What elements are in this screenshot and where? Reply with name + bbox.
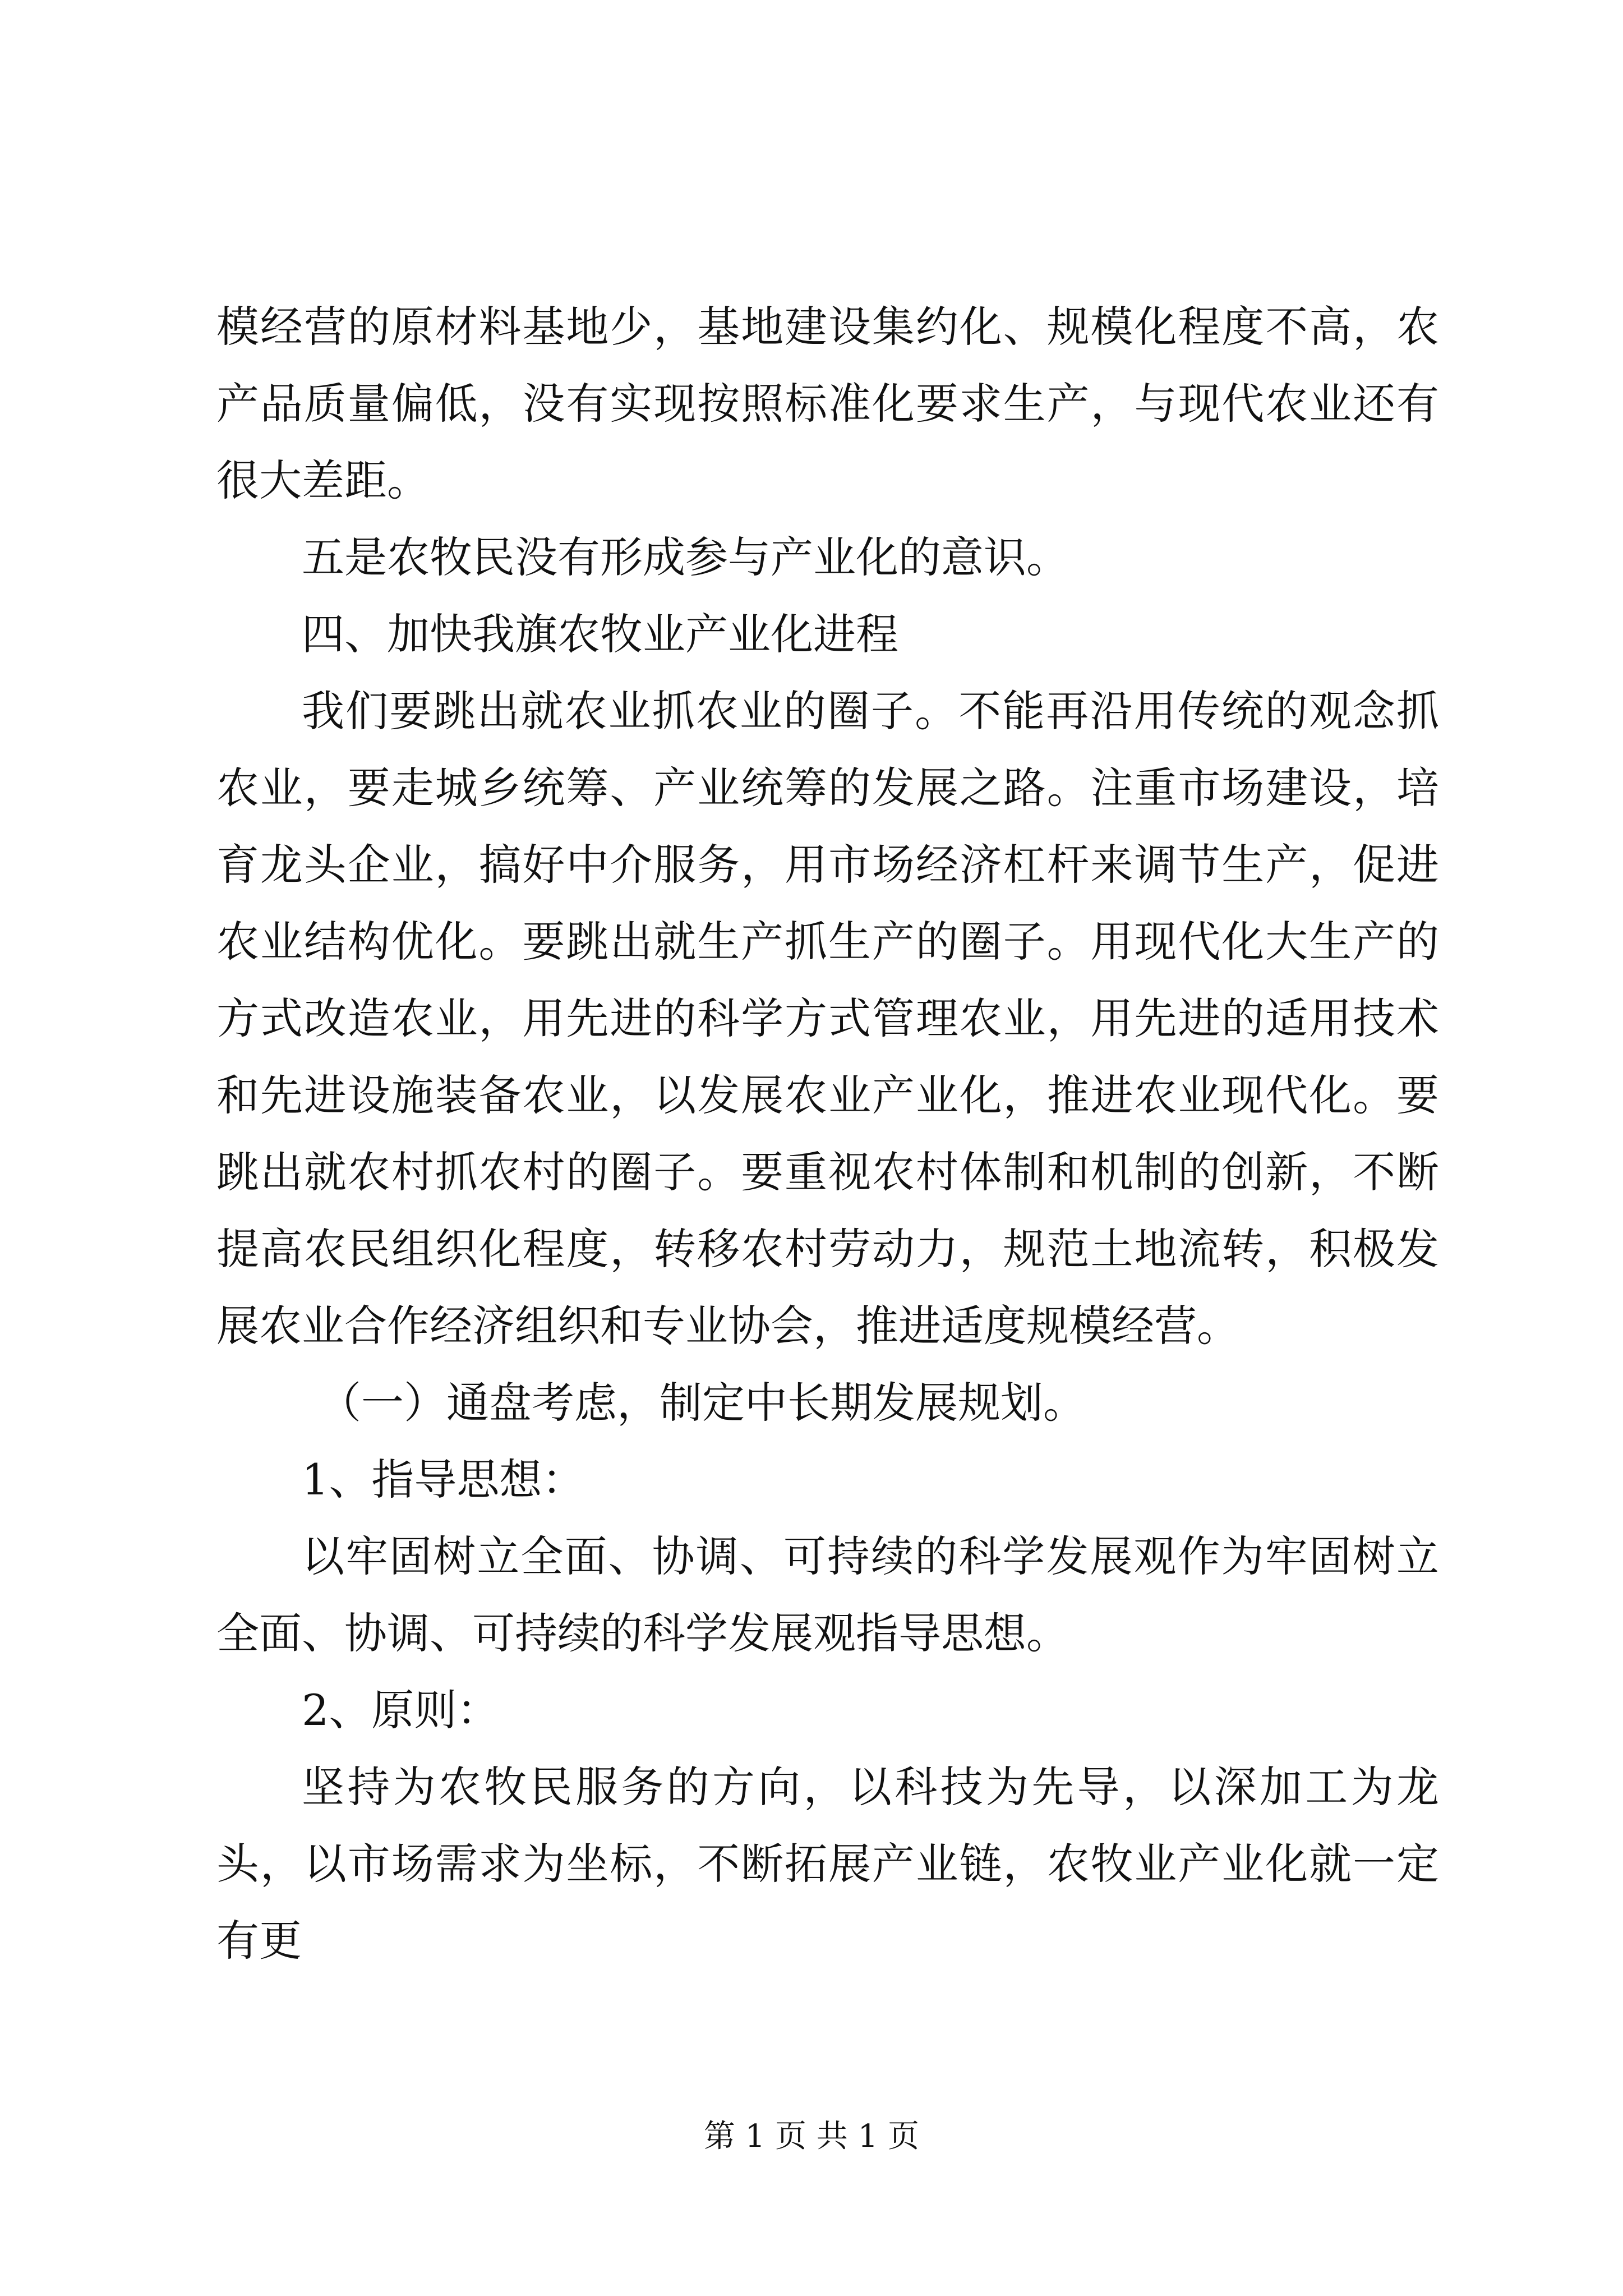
- page-footer: 第 1 页 共 1 页: [703, 2118, 920, 2155]
- item-heading-principles: 2、原则：: [302, 1685, 500, 1735]
- section-heading-four: 四、加快我旗农牧业产业化进程: [302, 609, 898, 659]
- document-body: [216, 288, 1439, 1979]
- paragraph-body: 我们要跳出就农业抓农业的圈子。不能再沿用传统的观念抓农业，要走城乡统筹、产业统筹的发展之路。注重市场建设，培育龙头企业，搞好中介服务，用市场经济杠杆来调节生产，促进农业结构优化。要跳出就生产抓生产的圈子。用现代化大生产的方式改造农业，用先进的科学方式管理农业，用先进的适用技术和先进设施装备农业，以发展农业产业化，推进农业现代化。要跳出就农村抓农村的圈子。要重视农村体制和机制的创新，不断提高农民组织化程度，转移农村劳动力，规范土地流转，积极发展农业合作经济组织和专业协会，推进适度规模经营。: [216, 686, 1439, 1351]
- paragraph-point-five: 五是农牧民没有形成参与产业化的意识。: [302, 532, 1069, 582]
- paragraph-principles: 坚持为农牧民服务的方向，以科技为先导，以深加工为龙头，以市场需求为坐标，不断拓展产业链，农牧业产业化就一定有更: [216, 1762, 1439, 1966]
- paragraph-continuation: 模经营的原材料基地少，基地建设集约化、规模化程度不高，农产品质量偏低，没有实现按照标准化要求生产，与现代农业还有很大差距。: [216, 302, 1439, 505]
- paragraph-guiding-ideology: 以牢固树立全面、协调、可持续的科学发展观作为牢固树立全面、协调、可持续的科学发展观指导思想。: [216, 1531, 1439, 1658]
- item-heading-guiding-ideology: 1、指导思想：: [302, 1455, 585, 1504]
- subsection-heading-one: （一）通盘考虑，制定中长期发展规划。: [319, 1378, 1086, 1428]
